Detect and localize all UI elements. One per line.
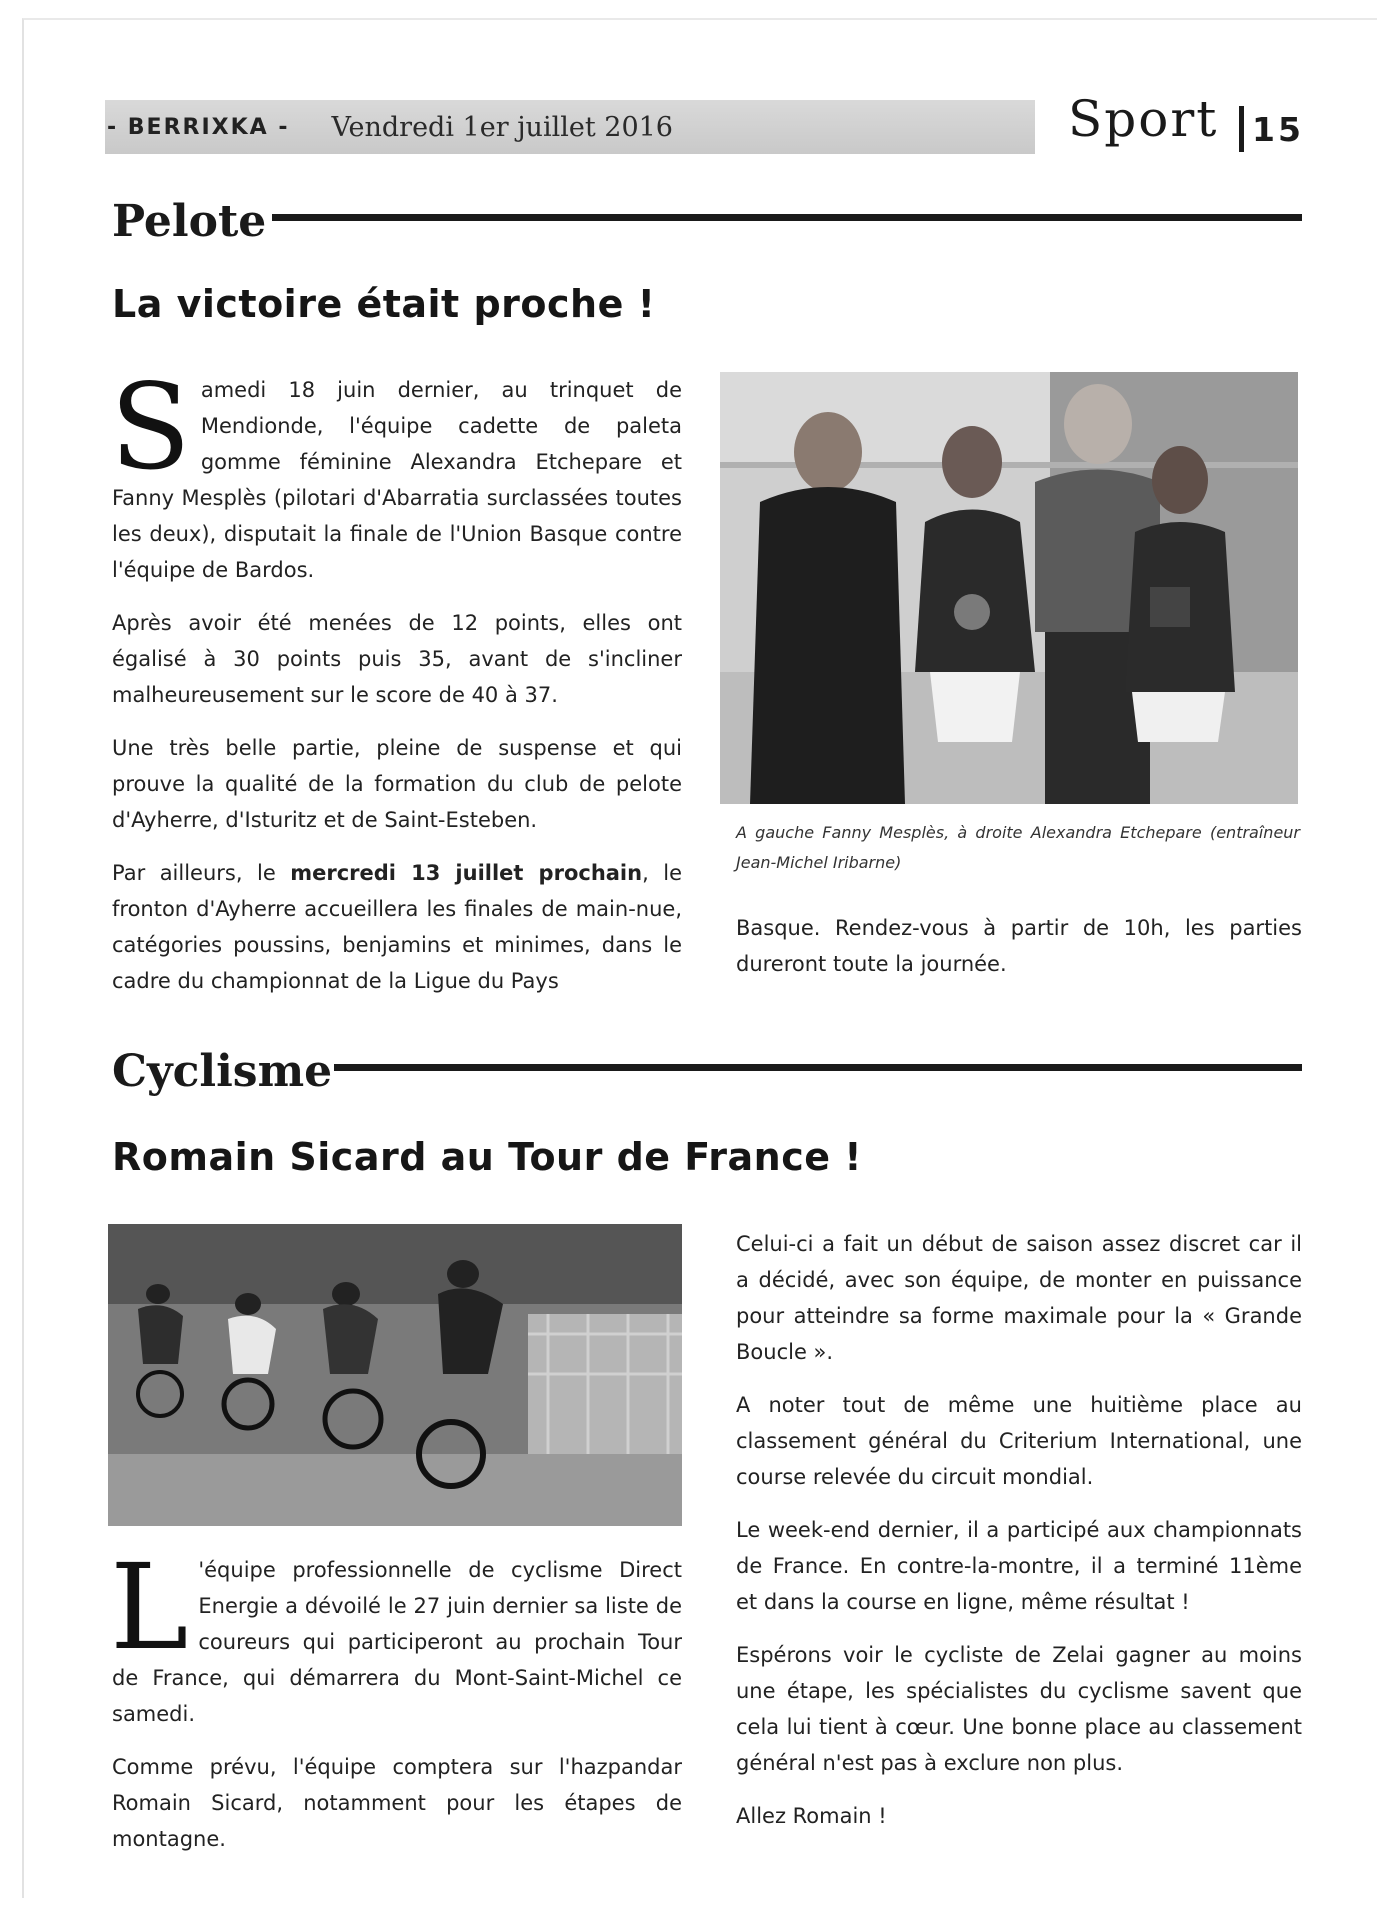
- header-divider: [1239, 106, 1244, 152]
- cyclisme-para-6: Espérons voir le cycliste de Zelai gagner au moins une étape, les spécialistes du cyclisme savent que cela lui tient à cœur. Une bonne place au classement général n'est pas à exclure non plus.: [736, 1643, 1302, 1775]
- issue-date: Vendredi 1er juillet 2016: [331, 111, 673, 143]
- section-title-pelote: Pelote: [112, 196, 267, 247]
- cyclisme-column-left: [110, 1538, 682, 1874]
- pelote-photo-illustration: [720, 372, 1298, 804]
- section-title-cyclisme: Cyclisme: [112, 1046, 333, 1097]
- event-date: mercredi 13 juillet prochain: [290, 861, 643, 885]
- page-number: 15: [1252, 110, 1304, 149]
- section-rule-pelote: [272, 214, 1302, 221]
- drop-cap-l: L: [110, 1538, 189, 1676]
- pelote-para-4-continued: Basque. Rendez-vous à partir de 10h, les parties dureront toute la journée.: [736, 916, 1302, 976]
- headline-cyclisme: Romain Sicard au Tour de France !: [112, 1135, 863, 1179]
- pelote-para-3: Une très belle partie, pleine de suspense et qui prouve la qualité de la formation du club de pelote d'Ayherre, d'Isturitz et de Saint-Esteben.: [112, 736, 682, 832]
- section-name: Sport: [1068, 90, 1219, 148]
- cycling-race-photo: [108, 1224, 682, 1526]
- cyclisme-para-1: L 'équipe professionnelle de cyclisme Direct Energie a dévoilé le 27 juin dernier sa liste de coureurs qui participeront au prochain Tour de France, qui démarrera du Mont-Saint-Michel ce samedi.: [110, 1538, 682, 1726]
- pelote-column-right: [736, 910, 1302, 999]
- cyclisme-para-5: Le week-end dernier, il a participé aux championnats de France. En contre-la-montre, il a terminé 11ème et dans la course en ligne, même résultat !: [736, 1518, 1302, 1614]
- cycling-photo-illustration: [108, 1224, 682, 1526]
- cyclisme-para-3: Celui-ci a fait un début de saison assez discret car il a décidé, avec son équipe, de monter en puissance pour atteindre sa forme maximale pour la « Grande Boucle ».: [736, 1232, 1302, 1364]
- cyclisme-para-4: A noter tout de même une huitième place au classement général du Criterium International, une course relevée du circuit mondial.: [736, 1393, 1302, 1489]
- pelote-team-photo: [720, 372, 1298, 804]
- cyclisme-para-2: Comme prévu, l'équipe comptera sur l'hazpandar Romain Sicard, notamment pour les étapes de montagne.: [112, 1755, 682, 1851]
- pelote-para-1: Samedi 18 juin dernier, au trinquet de Mendionde, l'équipe cadette de paleta gomme féminine Alexandra Etchepare et Fanny Mesplès (pilotari d'Abarratia surclassées toutes les deux), disputait la finale de l'Union Basque contre l'équipe de Bardos.: [110, 358, 682, 582]
- pelote-para-4: Par ailleurs, le mercredi 13 juillet prochain, le fronton d'Ayherre accueillera les finales de main-nue, catégories poussins, benjamins et minimes, dans le cadre du championnat de la Ligue du Pays: [112, 861, 682, 993]
- drop-cap-s: S: [110, 358, 191, 496]
- cyclisme-para-7: Allez Romain !: [736, 1804, 887, 1828]
- masthead-bar: [105, 100, 1035, 154]
- newspaper-brand: - BERRIXKA -: [107, 114, 290, 140]
- pelote-photo-caption: A gauche Fanny Mesplès, à droite Alexandra Etchepare (entraîneur Jean-Michel Iribarne): [736, 823, 1300, 872]
- pelote-column-left: [110, 358, 682, 1016]
- headline-pelote: La victoire était proche !: [112, 282, 656, 326]
- section-rule-cyclisme: [334, 1064, 1302, 1071]
- pelote-para-2: Après avoir été menées de 12 points, elles ont égalisé à 30 points puis 35, avant de s'incliner malheureusement sur le score de 40 à 37.: [112, 611, 682, 707]
- cyclisme-column-right: [736, 1226, 1302, 1851]
